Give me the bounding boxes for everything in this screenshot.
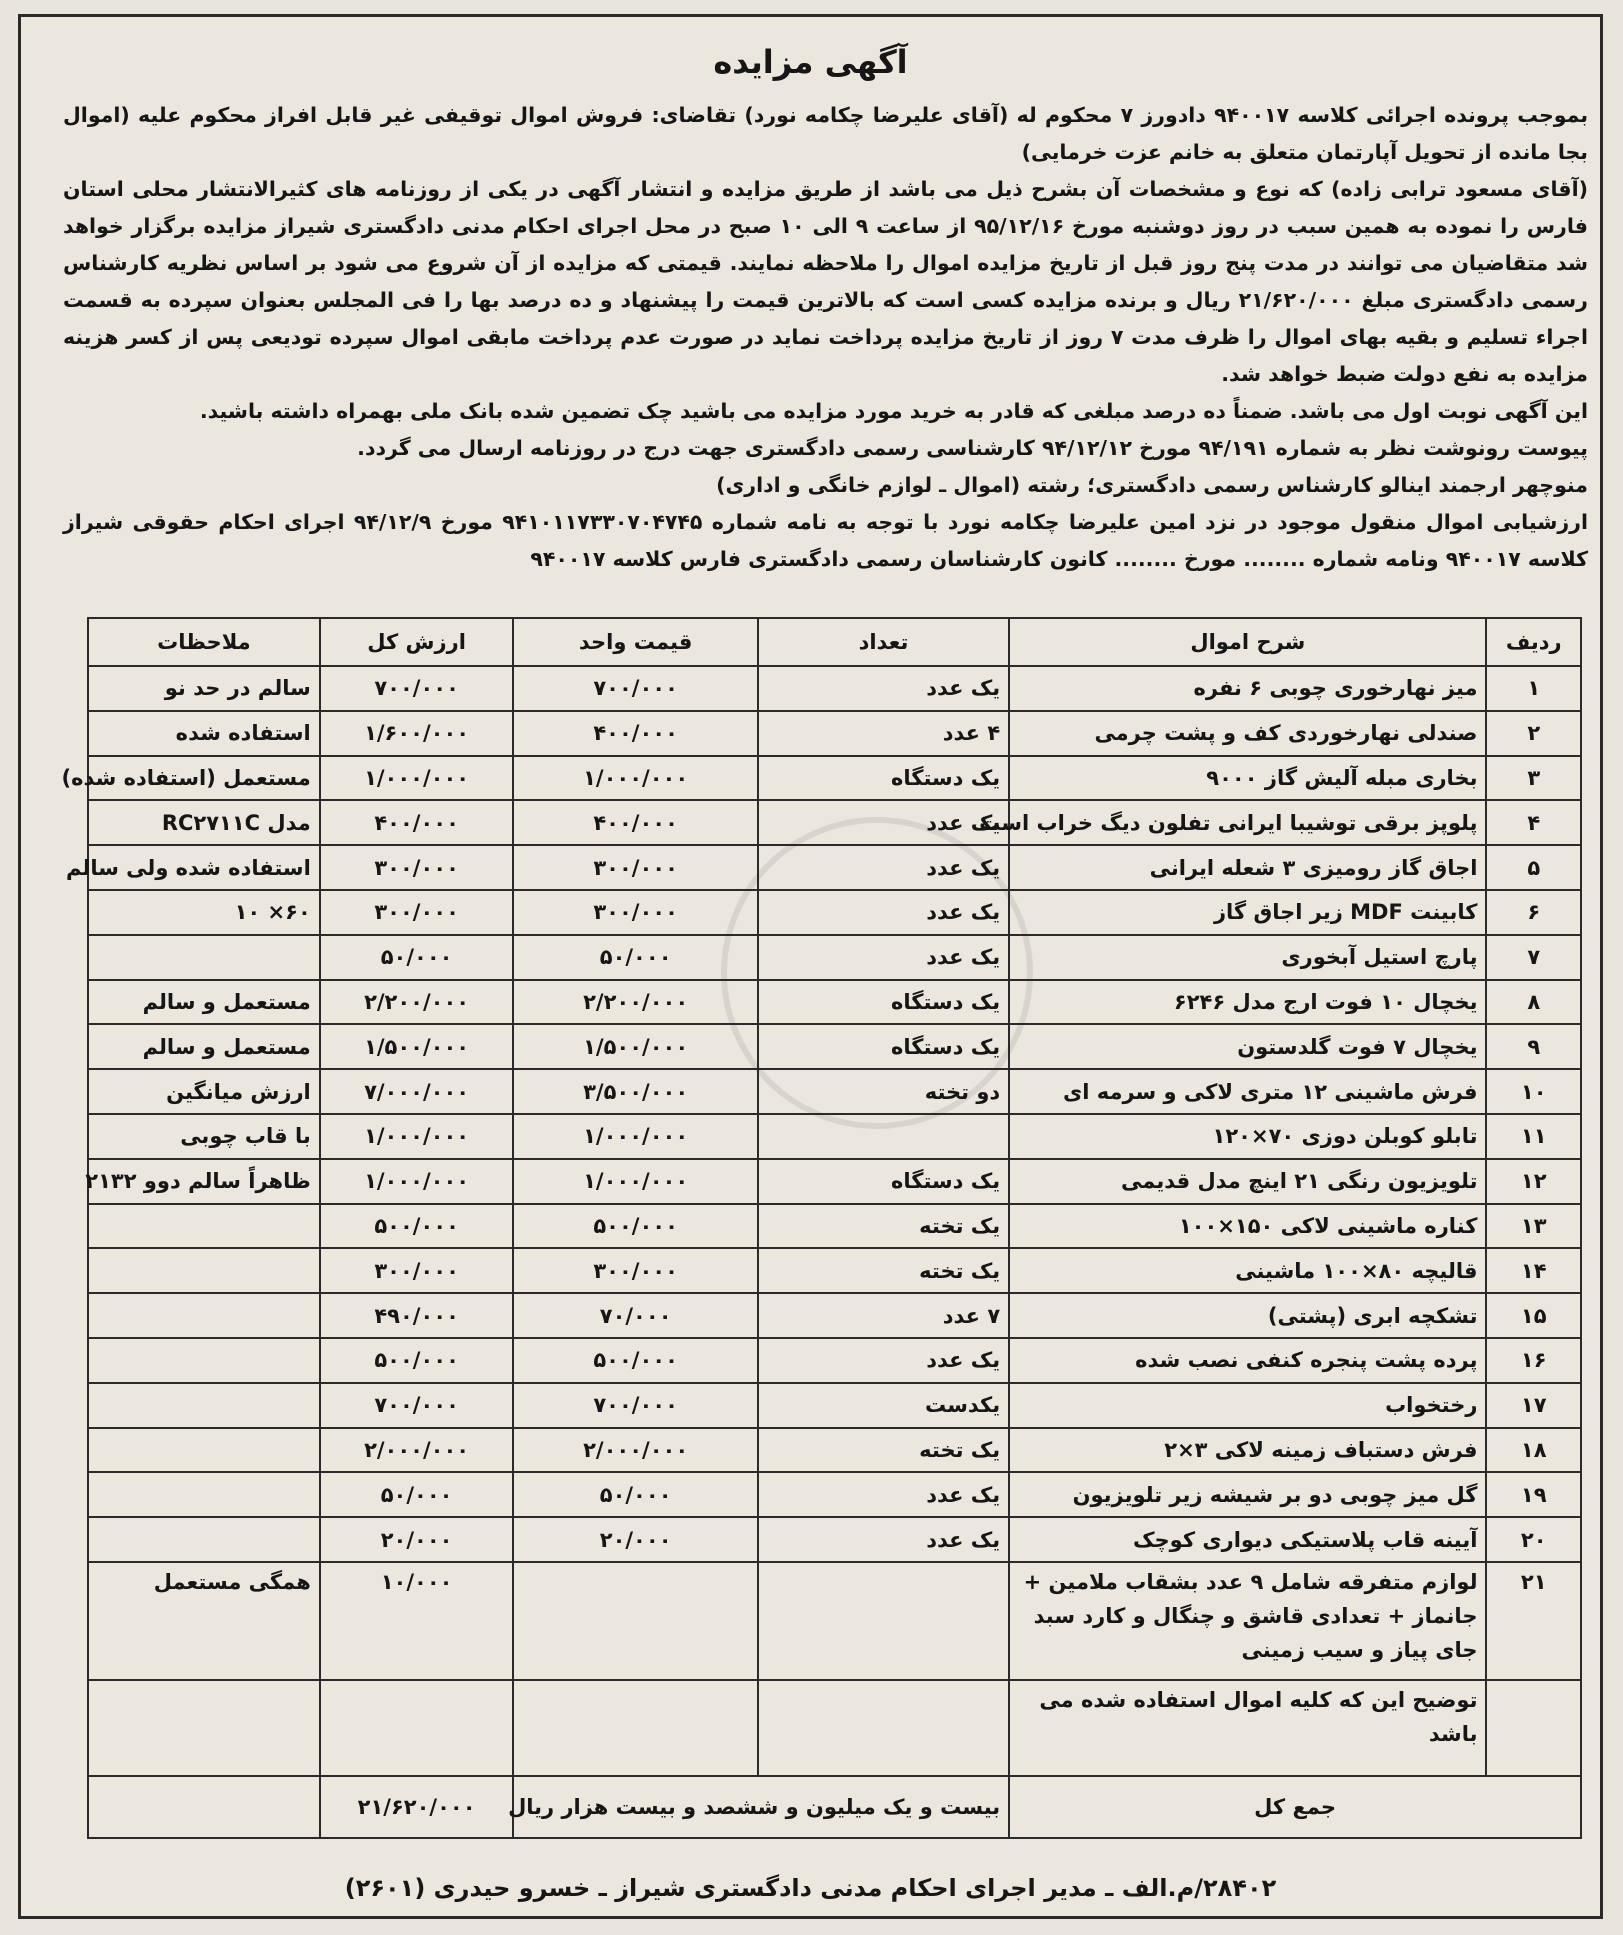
total-value-cell: ۱/۰۰۰/۰۰۰ [320, 1114, 514, 1159]
total-value-cell: ۴۹۰/۰۰۰ [320, 1293, 514, 1338]
description-cell: رختخواب [1009, 1383, 1486, 1428]
remarks-cell [88, 1383, 320, 1428]
remarks-cell: مدل RC۲۷۱۱C [88, 800, 320, 845]
quantity-cell: یکدست [758, 1383, 1009, 1428]
table-row [88, 1159, 1581, 1204]
table-row [88, 756, 1581, 801]
table-body [61, 666, 1581, 1838]
table-row [88, 1338, 1581, 1383]
row-number-cell: ۱۴ [1486, 1248, 1581, 1293]
empty-cell [88, 1680, 320, 1776]
quantity-cell: ۷ عدد [758, 1293, 1009, 1338]
description-cell: پرده پشت پنجره کنفی نصب شده [1009, 1338, 1486, 1383]
total-value-cell: ۲/۰۰۰/۰۰۰ [320, 1428, 514, 1473]
quantity-cell [758, 1114, 1009, 1159]
table-row [88, 1114, 1581, 1159]
table-row [88, 1428, 1581, 1473]
table-row [88, 711, 1581, 756]
unit-price-cell: ۵۰/۰۰۰ [513, 935, 757, 980]
row-number-cell: ۵ [1486, 845, 1581, 890]
table-row [88, 1472, 1581, 1517]
total-value-cell: ۲۰/۰۰۰ [320, 1517, 514, 1562]
table-row [88, 1024, 1581, 1069]
quantity-cell: یک عدد [758, 890, 1009, 935]
total-value-cell: ۱/۰۰۰/۰۰۰ [320, 756, 514, 801]
unit-price-cell: ۷۰۰/۰۰۰ [513, 1383, 757, 1428]
table-row [88, 1293, 1581, 1338]
description-cell: تلویزیون رنگی ۲۱ اینچ مدل قدیمی [1009, 1159, 1486, 1204]
description-cell: بخاری مبله آلیش گاز ۹۰۰۰ [1009, 756, 1486, 801]
table-row [88, 800, 1581, 845]
quantity-cell: یک عدد [758, 1338, 1009, 1383]
empty-cell [320, 1680, 514, 1776]
quantity-cell: یک دستگاه [758, 980, 1009, 1025]
table-header-row [88, 618, 1581, 666]
row-number-cell: ۱ [1486, 666, 1581, 711]
quantity-cell: یک عدد [758, 845, 1009, 890]
remarks-cell: مستعمل و سالم [88, 1024, 320, 1069]
description-cell: فرش ماشینی ۱۲ متری لاکی و سرمه ای [1009, 1069, 1486, 1114]
row-number-cell: ۶ [1486, 890, 1581, 935]
row-number-cell: ۹ [1486, 1024, 1581, 1069]
notice-body [63, 97, 1588, 578]
description-cell: پلوپز برقی توشیبا ایرانی تفلون دیگ خراب است [1009, 800, 1486, 845]
description-cell: یخچال ۱۰ فوت ارج مدل ۶۲۴۶ [1009, 980, 1486, 1025]
quantity-cell: یک دستگاه [758, 756, 1009, 801]
quantity-cell: یک تخته [758, 1248, 1009, 1293]
table-total-row [88, 1776, 1581, 1838]
unit-price-cell: ۱/۵۰۰/۰۰۰ [513, 1024, 757, 1069]
row-number-cell: ۴ [1486, 800, 1581, 845]
total-value-cell: ۴۰۰/۰۰۰ [320, 800, 514, 845]
description-cell: پارچ استیل آبخوری [1009, 935, 1486, 980]
unit-price-cell: ۳۰۰/۰۰۰ [513, 1248, 757, 1293]
table-row [88, 1383, 1581, 1428]
description-cell: فرش دستباف زمینه لاکی ۳×۲ [1009, 1428, 1486, 1473]
total-value-cell: ۵۰/۰۰۰ [320, 1472, 514, 1517]
remarks-cell: استفاده شده [88, 711, 320, 756]
quantity-cell: یک عدد [758, 666, 1009, 711]
remarks-cell: با قاب چوبی [88, 1114, 320, 1159]
items-table [61, 617, 1582, 1839]
paragraph-1: بموجب پرونده اجرائی کلاسه ۹۴۰۰۱۷ دادورز ۷ محکوم له (آقای علیرضا چکامه نورد) تقاضای: فروش اموال توقیفی غیر قابل افراز محکوم علیه (اموال بجا مانده از تحویل آپارتمان متعلق به خانم عزت خرمایی) [63, 103, 1589, 164]
table-row [88, 980, 1581, 1025]
remarks-cell [88, 1293, 320, 1338]
description-cell: تابلو کوبلن دوزی ۷۰×۱۲۰ [1009, 1114, 1486, 1159]
table-note-row [88, 1680, 1581, 1776]
quantity-cell [758, 1562, 1009, 1680]
remarks-cell: همگی مستعمل [88, 1562, 320, 1680]
table-row [88, 666, 1581, 711]
row-number-cell: ۸ [1486, 980, 1581, 1025]
paragraph-4: پیوست رونوشت نظر به شماره ۹۴/۱۹۱ مورخ ۹۴/۱۲/۱۲ کارشناسی رسمی دادگستری جهت درج در روزنامه ارسال می گردد. [357, 436, 1588, 460]
unit-price-cell: ۴۰۰/۰۰۰ [513, 800, 757, 845]
unit-price-cell: ۷۰۰/۰۰۰ [513, 666, 757, 711]
total-value-cell: ۱/۶۰۰/۰۰۰ [320, 711, 514, 756]
description-cell: کابینت MDF زیر اجاق گاز [1009, 890, 1486, 935]
row-number-cell: ۲ [1486, 711, 1581, 756]
unit-price-cell: ۲/۰۰۰/۰۰۰ [513, 1428, 757, 1473]
quantity-cell: یک تخته [758, 1428, 1009, 1473]
unit-price-cell: ۱/۰۰۰/۰۰۰ [513, 756, 757, 801]
description-cell: یخچال ۷ فوت گلدستون [1009, 1024, 1486, 1069]
row-number-cell: ۳ [1486, 756, 1581, 801]
table-row [88, 1069, 1581, 1114]
unit-price-cell: ۱/۰۰۰/۰۰۰ [513, 1159, 757, 1204]
unit-price-cell: ۷۰/۰۰۰ [513, 1293, 757, 1338]
remarks-cell [88, 1204, 320, 1249]
description-cell: صندلی نهارخوردی کف و پشت چرمی [1009, 711, 1486, 756]
unit-price-cell: ۳۰۰/۰۰۰ [513, 845, 757, 890]
description-cell: کناره ماشینی لاکی ۱۵۰×۱۰۰ [1009, 1204, 1486, 1249]
unit-price-cell: ۵۰۰/۰۰۰ [513, 1204, 757, 1249]
row-number-cell: ۱۸ [1486, 1428, 1581, 1473]
unit-price-cell: ۳۰۰/۰۰۰ [513, 890, 757, 935]
row-number-cell: ۲۰ [1486, 1517, 1581, 1562]
row-number-cell: ۱۰ [1486, 1069, 1581, 1114]
total-value-cell: ۵۰/۰۰۰ [320, 935, 514, 980]
row-number-cell: ۷ [1486, 935, 1581, 980]
total-value-cell: ۵۰۰/۰۰۰ [320, 1204, 514, 1249]
total-value-cell: ۷/۰۰۰/۰۰۰ [320, 1069, 514, 1114]
total-value-cell: ۳۰۰/۰۰۰ [320, 890, 514, 935]
remarks-cell: سالم در حد نو [88, 666, 320, 711]
description-cell: اجاق گاز رومیزی ۳ شعله ایرانی [1009, 845, 1486, 890]
total-value-cell: ۲/۲۰۰/۰۰۰ [320, 980, 514, 1025]
table-row [88, 935, 1581, 980]
unit-price-cell [513, 1562, 757, 1680]
header-total-value: ارزش کل [320, 618, 514, 666]
remarks-cell [88, 1472, 320, 1517]
row-number-cell: ۱۳ [1486, 1204, 1581, 1249]
quantity-cell: یک عدد [758, 1517, 1009, 1562]
row-number-cell: ۲۱ [1486, 1562, 1581, 1680]
header-description: شرح اموال [1009, 618, 1486, 666]
header-unit-price: قیمت واحد [513, 618, 757, 666]
quantity-cell: یک تخته [758, 1204, 1009, 1249]
quantity-cell: یک عدد [758, 800, 1009, 845]
paragraph-6: ارزشیابی اموال منقول موجود در نزد امین علیرضا چکامه نورد با توجه به نامه شماره ۹۴۱۰۱۱۷۳۳۰۷۰۴۷۴۵ مورخ ۹۴/۱۲/۹ اجرای احکام حقوقی شیراز کلاسه ۹۴۰۰۱۷ ونامه شماره ........ مورخ ........ کانون کارشناسان رسمی دادگستری فارس کلاسه ۹۴۰۰۱۷ [63, 510, 1588, 571]
remarks-cell [88, 935, 320, 980]
row-number-cell: ۱۲ [1486, 1159, 1581, 1204]
remarks-cell: ۶۰× ۱۰ [88, 890, 320, 935]
table-row [88, 890, 1581, 935]
remarks-cell: استفاده شده ولی سالم [88, 845, 320, 890]
remarks-cell [88, 1428, 320, 1473]
total-label: جمع کل [1009, 1776, 1581, 1838]
unit-price-cell: ۵۰/۰۰۰ [513, 1472, 757, 1517]
table-row [88, 1562, 1581, 1680]
total-value-cell: ۷۰۰/۰۰۰ [320, 1383, 514, 1428]
unit-price-cell: ۴۰۰/۰۰۰ [513, 711, 757, 756]
description-cell: لوازم متفرقه شامل ۹ عدد بشقاب ملامین + جانماز + تعدادی قاشق و چنگال و کارد سبد جای پیاز و سیب زمینی [1009, 1562, 1486, 1680]
remarks-cell: مستعمل (استفاده شده) [88, 756, 320, 801]
empty-cell [758, 1680, 1009, 1776]
header-row-number: ردیف [1486, 618, 1581, 666]
total-value-cell: ۵۰۰/۰۰۰ [320, 1338, 514, 1383]
notice-page [18, 14, 1603, 1919]
description-cell: گل میز چوبی دو بر شیشه زیر تلویزیون [1009, 1472, 1486, 1517]
quantity-cell: ۴ عدد [758, 711, 1009, 756]
notice-footer: ۲۸۴۰۲/م.الف ـ مدیر اجرای احکام مدنی دادگستری شیراز ـ خسرو حیدری (۲۶۰۱) [344, 1874, 1277, 1902]
quantity-cell: یک عدد [758, 935, 1009, 980]
table-row [88, 845, 1581, 890]
total-value-cell: ۱/۵۰۰/۰۰۰ [320, 1024, 514, 1069]
empty-cell [513, 1680, 757, 1776]
total-in-words: بیست و یک میلیون و ششصد و بیست هزار ریال [513, 1776, 1009, 1838]
paragraph-5: منوچهر ارجمند اینالو کارشناس رسمی دادگستری؛ رشته (اموال ـ لوازم خانگی و اداری) [716, 473, 1588, 497]
unit-price-cell: ۳/۵۰۰/۰۰۰ [513, 1069, 757, 1114]
notice-title: آگهی مزایده [713, 43, 908, 81]
header-remarks: ملاحظات [88, 618, 320, 666]
quantity-cell: یک دستگاه [758, 1024, 1009, 1069]
row-number-cell: ۱۵ [1486, 1293, 1581, 1338]
remarks-cell: مستعمل و سالم [88, 980, 320, 1025]
quantity-cell: دو تخته [758, 1069, 1009, 1114]
description-cell: آیینه قاب پلاستیکی دیواری کوچک [1009, 1517, 1486, 1562]
total-value-cell: ۷۰۰/۰۰۰ [320, 666, 514, 711]
row-number-cell: ۱۹ [1486, 1472, 1581, 1517]
remarks-cell [88, 1517, 320, 1562]
row-number-cell: ۱۷ [1486, 1383, 1581, 1428]
empty-cell [1486, 1680, 1581, 1776]
total-amount: ۲۱/۶۲۰/۰۰۰ [320, 1776, 514, 1838]
total-value-cell: ۳۰۰/۰۰۰ [320, 845, 514, 890]
description-cell: تشکچه ابری (پشتی) [1009, 1293, 1486, 1338]
remarks-cell [88, 1338, 320, 1383]
total-value-cell: ۱/۰۰۰/۰۰۰ [320, 1159, 514, 1204]
quantity-cell: یک دستگاه [758, 1159, 1009, 1204]
description-cell: میز نهارخوری چوبی ۶ نفره [1009, 666, 1486, 711]
table-row [88, 1204, 1581, 1249]
paragraph-3: این آگهی نوبت اول می باشد. ضمناً ده درصد مبلغی که قادر به خرید مورد مزایده می باشید چک تضمین شده بانک ملی بهمراه داشته باشید. [199, 399, 1588, 423]
table-footnote: توضیح این که کلیه اموال استفاده شده می باشد [1009, 1680, 1486, 1776]
empty-cell [88, 1776, 320, 1838]
items-table-wrapper [61, 617, 1582, 1839]
table-row [88, 1248, 1581, 1293]
unit-price-cell: ۵۰۰/۰۰۰ [513, 1338, 757, 1383]
remarks-cell: ارزش میانگین [88, 1069, 320, 1114]
description-cell: قالیچه ۸۰×۱۰۰ ماشینی [1009, 1248, 1486, 1293]
total-value-cell: ۱۰/۰۰۰ [320, 1562, 514, 1680]
unit-price-cell: ۲/۲۰۰/۰۰۰ [513, 980, 757, 1025]
row-number-cell: ۱۱ [1486, 1114, 1581, 1159]
remarks-cell: ظاهراً سالم دوو ۲۱۳۲ [88, 1159, 320, 1204]
paragraph-2: (آقای مسعود ترابی زاده) که نوع و مشخصات آن بشرح ذیل می باشد از طریق مزایده و انتشار آگهی در یکی از روزنامه های کثیرالانتشار محلی استان فارس را نموده به همین سبب در روز دوشنبه مورخ ۹۵/۱۲/۱۶ از ساعت ۹ الی ۱۰ صبح در محل اجرای احکام مدنی دادگستری شیراز مزایده برگزار خواهد شد متقاضیان می توانند در مدت پنج روز قبل از تاریخ مزایده اموال را ملاحظه نمایند. قیمتی که مزایده از آن شروع می شود بر اساس نظریه کارشناس رسمی دادگستری مبلغ ۲۱/۶۲۰/۰۰۰ ریال و برنده مزایده کسی است که بالاترین قیمت را پیشنهاد و ده درصد بها را فی المجلس بعنوان سپرده به قسمت اجراء تسلیم و بقیه بهای اموال را ظرف مدت ۷ روز از تاریخ مزایده پرداخت نماید در صورت عدم پرداخت مابقی اموال سپرده تودیعی پس از کسر هزینه مزایده به نفع دولت ضبط خواهد شد. [63, 177, 1588, 386]
table-row [88, 1517, 1581, 1562]
total-value-cell: ۳۰۰/۰۰۰ [320, 1248, 514, 1293]
header-quantity: تعداد [758, 618, 1009, 666]
quantity-cell: یک عدد [758, 1472, 1009, 1517]
unit-price-cell: ۱/۰۰۰/۰۰۰ [513, 1114, 757, 1159]
row-number-cell: ۱۶ [1486, 1338, 1581, 1383]
remarks-cell [88, 1248, 320, 1293]
unit-price-cell: ۲۰/۰۰۰ [513, 1517, 757, 1562]
